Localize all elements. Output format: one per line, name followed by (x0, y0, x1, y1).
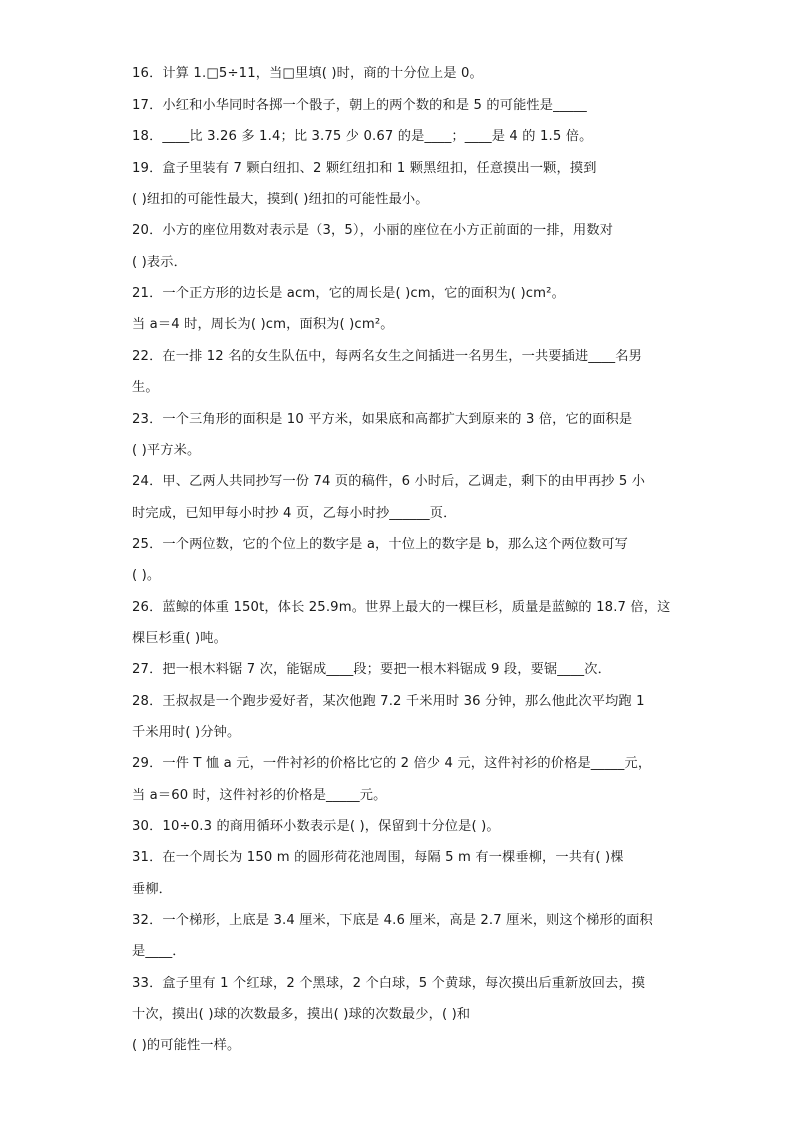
question-28-line-1: 28．王叔叔是一个跑步爱好者，某次他跑 7.2 千米用时 36 分钟，那么他此次平均跑 1 (132, 694, 645, 709)
question-26-line-2: 棵巨杉重( )吨。 (132, 631, 227, 646)
question-27-line-1: 27．把一根木料锯 7 次，能锯成____段；要把一根木料锯成 9 段，要锯____次． (132, 662, 611, 677)
question-20-line-2: ( )表示． (132, 255, 187, 270)
question-31-line-2: 垂柳． (132, 882, 173, 897)
question-32-line-2: 是____． (132, 944, 186, 959)
question-32-line-1: 32．一个梯形，上底是 3.4 厘米，下底是 4.6 厘米，高是 2.7 厘米，则这个梯形的面积 (132, 913, 653, 928)
question-19-line-1: 19．盒子里装有 7 颗白纽扣、2 颗红纽扣和 1 颗黑纽扣，任意摸出一颗，摸到 (132, 161, 597, 176)
question-26-line-1: 26．蓝鲸的体重 150t，体长 25.9m。世界上最大的一棵巨杉，质量是蓝鲸的 18.7 倍，这 (132, 600, 671, 615)
question-29-line-2: 当 a＝60 时，这件衬衫的价格是_____元。 (132, 788, 387, 803)
question-18-line-1: 18．____比 3.26 多 1.4；比 3.75 少 0.67 的是____；____是 4 的 1.5 倍。 (132, 129, 593, 144)
question-16-line-1: 16．计算 1.□5÷11，当□里填( )时，商的十分位上是 0。 (132, 66, 483, 81)
question-31-line-1: 31．在一个周长为 150 m 的圆形荷花池周围，每隔 5 m 有一棵垂柳，一共有( )棵 (132, 850, 624, 865)
question-28-line-2: 千米用时( )分钟。 (132, 725, 241, 740)
question-21-line-2: 当 a＝4 时，周长为( )cm，面积为( )cm²。 (132, 317, 394, 332)
question-19-line-2: ( )纽扣的可能性最大，摸到( )纽扣的可能性最小。 (132, 192, 429, 207)
question-23-line-1: 23．一个三角形的面积是 10 平方米，如果底和高都扩大到原来的 3 倍，它的面积是 (132, 412, 633, 427)
question-22-line-1: 22．在一排 12 名的女生队伍中，每两名女生之间插进一名男生，一共要插进____名男 (132, 349, 642, 364)
question-33-line-3: ( )的可能性一样。 (132, 1038, 241, 1053)
question-22-line-2: 生。 (132, 380, 159, 395)
question-24-line-1: 24．甲、乙两人共同抄写一份 74 页的稿件，6 小时后，乙调走，剩下的由甲再抄 5 小 (132, 474, 646, 489)
question-25-line-2: ( )。 (132, 568, 161, 583)
question-17-line-1: 17．小红和小华同时各掷一个骰子，朝上的两个数的和是 5 的可能性是_____ (132, 98, 587, 113)
question-24-line-2: 时完成，已知甲每小时抄 4 页，乙每小时抄______页． (132, 506, 457, 521)
question-21-line-1: 21．一个正方形的边长是 acm，它的周长是( )cm，它的面积为( )cm²。 (132, 286, 565, 301)
question-33-line-1: 33．盒子里有 1 个红球，2 个黑球，2 个白球，5 个黄球，每次摸出后重新放回去，摸 (132, 976, 646, 991)
question-20-line-1: 20．小方的座位用数对表示是（3，5），小丽的座位在小方正前面的一排，用数对 (132, 223, 614, 238)
question-23-line-2: ( )平方米。 (132, 443, 201, 458)
question-25-line-1: 25．一个两位数，它的个位上的数字是 a，十位上的数字是 b，那么这个两位数可写 (132, 537, 628, 552)
question-33-line-2: 十次，摸出( )球的次数最多，摸出( )球的次数最少，( )和 (132, 1007, 471, 1022)
question-29-line-1: 29．一件 T 恤 a 元，一件衬衫的价格比它的 2 倍少 4 元，这件衬衫的价格是_____元， (132, 756, 652, 771)
question-30-line-1: 30．10÷0.3 的商用循环小数表示是( )，保留到十分位是( )。 (132, 819, 500, 834)
